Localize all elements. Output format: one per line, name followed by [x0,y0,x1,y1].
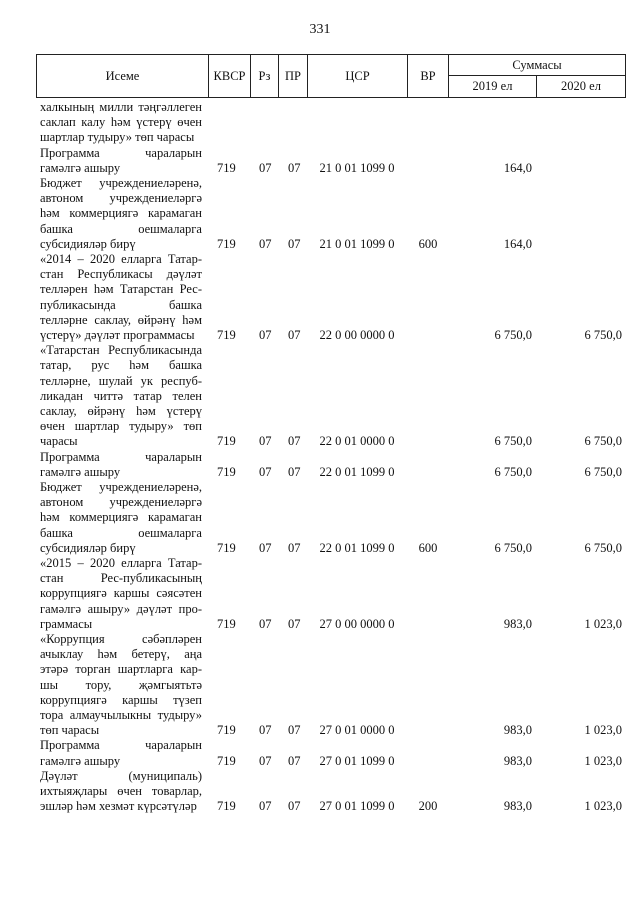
cell-s2019: 983,0 [503,799,532,814]
row-name-line: субсидияләр бирү [40,540,136,555]
row-name-line: Программа чараларын [40,145,202,160]
cell-rz: 07 [259,616,272,631]
cell-pr: 07 [288,464,301,479]
cell-csr: 27 0 01 0000 0 [319,723,395,738]
cell-csr: 27 0 00 0000 0 [319,616,395,631]
row-name-line: автоном учреждениеләргә [40,191,202,206]
cell-kvsr: 719 [217,328,236,342]
table-row [0,450,640,480]
row-name-line: гамәлгә ашыру [40,753,121,768]
cell-vr: 200 [418,799,438,814]
row-name [40,556,202,632]
row-name-line: Программа чараларын [40,738,202,753]
header-kvsr: КВСР [213,68,246,83]
table-row [0,252,640,343]
row-name-line: төп чарасы [40,723,100,738]
row-name-line: тора алмаучылыкны тудыру» [40,708,202,723]
cell-s2019: 6 750,0 [494,540,532,555]
row-name-line: граммасы [40,616,93,631]
header-2019: 2019 ел [472,79,513,93]
row-name-line: Программа чараларын [40,449,202,464]
row-name [40,100,202,146]
row-name-line: субсидияләр бирү [40,236,136,251]
row-name-line: ликадан читтә татар телен [40,388,202,403]
cell-kvsr: 719 [217,160,236,175]
row-name-line: шартлар тудыру» төп чарасы [40,130,195,145]
table-row [0,632,640,738]
cell-rz: 07 [259,236,272,251]
row-name-line: башка оешмаларга [40,221,202,236]
cell-s2020: 6 750,0 [584,434,622,449]
cell-rz: 07 [259,723,272,738]
row-name-line: телләрен һәм Татарстан Рес- [40,282,202,297]
cell-rz: 07 [259,464,272,479]
row-name-line: «Коррупция сәбәпләрен [40,632,202,646]
cell-s2019: 164,0 [503,160,532,175]
cell-pr: 07 [288,540,301,555]
cell-s2020: 1 023,0 [584,723,622,738]
header-sums: Суммасы [512,57,562,72]
header-vr: ВР [420,68,436,83]
row-name-line: халкының милли тәңгәллеген [40,100,202,114]
row-name-line: үстерү» дәүләт программасы [40,328,195,343]
cell-rz: 07 [259,540,272,555]
table-row [0,556,640,632]
cell-pr: 07 [288,236,301,251]
header-name: Исеме [105,68,140,83]
row-name-line: коррупциягә каршы сәясәтен [40,586,202,601]
row-name-line: «2014 – 2020 елларга Татар- [40,252,202,266]
header-2020: 2020 ел [561,79,601,93]
cell-s2019: 983,0 [503,723,532,738]
row-name-line: эшләр һәм хезмәт күрсәтүләр [40,799,197,814]
row-name-line: Бюджет учреждениеләренә, [40,176,202,190]
table-row [0,480,640,556]
cell-s2019: 983,0 [503,753,532,768]
cell-kvsr: 719 [217,723,236,738]
row-name [40,176,202,252]
cell-s2019: 6 750,0 [494,328,532,342]
cell-kvsr: 719 [217,236,236,251]
row-name-line: стан Республикасы дәүләт [40,267,202,282]
cell-pr: 07 [288,723,301,738]
cell-csr: 22 0 01 1099 0 [319,540,395,555]
cell-pr: 07 [288,799,301,814]
cell-kvsr: 719 [217,540,236,555]
page-number: 331 [309,22,331,37]
cell-csr: 21 0 01 1099 0 [319,160,395,175]
cell-rz: 07 [259,160,272,175]
cell-rz: 07 [259,799,272,814]
row-name-line: этәрә торган шартларга кар- [40,662,202,677]
cell-csr: 21 0 01 1099 0 [319,236,395,251]
table-row [0,343,640,449]
row-name-line: телләрне, шулай ук респуб- [40,373,202,388]
row-name-line: һәм коммерциягә карамаган [40,206,202,221]
row-name [40,252,202,343]
cell-csr: 22 0 01 1099 0 [319,464,395,479]
row-name-line: шы тору, җәмгыятьтә [40,677,202,692]
row-name [40,769,202,815]
cell-csr: 27 0 01 1099 0 [319,799,395,814]
row-name-line: телләрне саклау, өйрәнү һәм [40,312,202,327]
row-name-line: «Татарстан Республикасында [40,343,202,358]
row-name-line: башка оешмаларга [40,525,202,540]
row-name-line: чарасы [40,434,78,449]
row-name [40,343,202,449]
cell-s2020: 6 750,0 [584,540,622,555]
table-row [0,100,640,146]
cell-s2019: 983,0 [503,616,532,631]
row-name-line: стан Рес-публикасының [40,571,202,586]
table-row [0,738,640,768]
table-row [0,176,640,252]
cell-kvsr: 719 [217,799,236,814]
cell-kvsr: 719 [217,616,236,631]
row-name-line: «2015 – 2020 елларга Татар- [40,556,202,570]
cell-s2020: 6 750,0 [584,328,622,342]
cell-s2019: 6 750,0 [494,464,532,479]
row-name-line: өчен шартлар тудыру» төп [40,419,202,434]
cell-s2020: 6 750,0 [584,464,622,479]
row-name-line: ихтыяҗлары өчен товарлар, [40,784,202,798]
cell-rz: 07 [259,328,272,342]
cell-pr: 07 [288,616,301,631]
row-name-line: гамәлгә ашыру [40,464,121,479]
row-name-line: автоном учреждениеләргә [40,495,202,510]
cell-pr: 07 [288,328,301,342]
cell-s2019: 164,0 [503,236,532,251]
row-name-line: Бюджет учреждениеләренә, [40,480,202,494]
cell-pr: 07 [288,434,301,449]
row-name-line: саклап калу һәм үстерү өчен [40,115,202,130]
cell-s2020: 1 023,0 [584,753,622,768]
cell-pr: 07 [288,160,301,175]
row-name [40,146,202,176]
cell-kvsr: 719 [217,753,236,768]
cell-csr: 22 0 01 0000 0 [319,434,395,449]
cell-csr: 22 0 00 0000 0 [319,328,395,342]
cell-rz: 07 [259,434,272,449]
row-name-line: гамәлгә ашыру» дәүләт про- [40,601,202,616]
cell-s2020: 1 023,0 [584,799,622,814]
row-name-line: Дәүләт (муниципаль) [40,768,202,783]
row-name-line: саклау, өйрәнү һәм үстерү [40,404,202,418]
cell-kvsr: 719 [217,464,236,479]
table-row [0,769,640,815]
row-name [40,450,202,480]
cell-vr: 600 [418,236,438,251]
row-name-line: татар, рус һәм башка [40,358,202,373]
header-csr: ЦСР [345,68,370,83]
row-name [40,738,202,768]
row-name-line: һәм коммерциягә карамаган [40,510,202,525]
row-name-line: ачыклау һәм бетерү, аңа [40,647,202,662]
row-name-line: гамәлгә ашыру [40,160,121,175]
cell-s2019: 6 750,0 [494,434,532,449]
row-name [40,632,202,738]
cell-rz: 07 [259,753,272,768]
header-pr: ПР [285,68,301,83]
cell-csr: 27 0 01 1099 0 [319,753,395,768]
cell-s2020: 1 023,0 [584,616,622,631]
table-row [0,146,640,176]
row-name [40,480,202,556]
cell-pr: 07 [288,753,301,768]
row-name-line: коррупциягә каршы түзеп [40,692,202,707]
header-rz: Рз [258,68,271,83]
row-name-line: публикасында башка [40,297,202,312]
cell-kvsr: 719 [217,434,236,449]
cell-vr: 600 [418,540,438,555]
